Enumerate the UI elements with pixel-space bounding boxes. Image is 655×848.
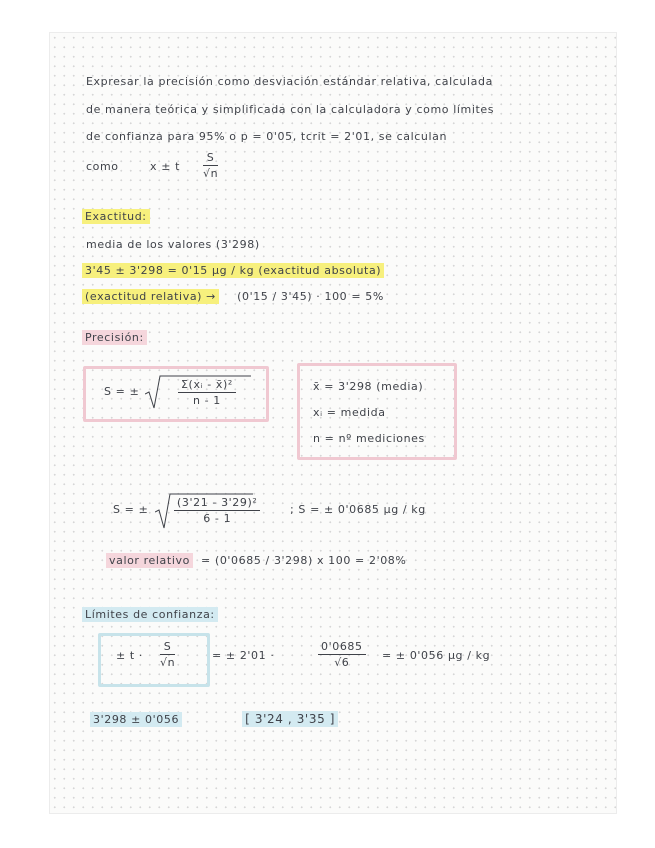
stddev-calc-numerator: (3'21 - 3'29)² bbox=[174, 496, 260, 511]
exactitud-heading-text: Exactitud: bbox=[82, 209, 150, 224]
stddev-calc-fraction bbox=[174, 496, 260, 525]
confidence-lhs-denominator: √n bbox=[160, 656, 176, 669]
intro-line-4: como bbox=[86, 160, 119, 173]
exactitud-mean-text: media de los valores (3'298) bbox=[86, 238, 260, 251]
stddev-formula-denominator: n - 1 bbox=[192, 394, 221, 407]
legend-xi: xᵢ = medida bbox=[313, 406, 386, 419]
confidence-result-expression: 3'298 ± 0'056 bbox=[90, 712, 182, 727]
stddev-formula-lhs: S = ± bbox=[104, 385, 140, 398]
exactitud-relative-label: (exactitud relativa) → bbox=[82, 289, 219, 304]
intro-line-3: de confianza para 95% o p = 0'05, tcrit = 2'01, se calculan bbox=[86, 130, 448, 143]
exactitud-line-2 bbox=[82, 264, 384, 277]
stddev-calc-result: ; S = ± 0'0685 µg / kg bbox=[290, 503, 426, 516]
intro-line-2: de manera teórica y simplificada con la calculadora y como límites bbox=[86, 103, 495, 116]
stddev-calc-denominator: 6 - 1 bbox=[203, 512, 232, 525]
intro-formula-numerator: S bbox=[203, 151, 218, 166]
confidence-formula-box bbox=[98, 633, 210, 687]
exactitud-line-3 bbox=[82, 290, 384, 303]
confidence-lhs-fraction bbox=[160, 640, 175, 669]
stddev-formula-numerator: Σ(xᵢ - x̄)² bbox=[178, 378, 236, 393]
confidence-mid-numerator: 0'0685 bbox=[318, 640, 366, 655]
precision-heading bbox=[82, 331, 147, 344]
relative-value-calc: = (0'0685 / 3'298) x 100 = 2'08% bbox=[201, 554, 407, 567]
intro-formula-denominator: √n bbox=[203, 167, 219, 180]
limites-heading-text: Límites de confianza: bbox=[82, 607, 218, 622]
stddev-formula-fraction bbox=[178, 378, 236, 407]
legend-mean: x̄ = 3'298 (media) bbox=[313, 380, 424, 393]
confidence-lhs-numerator: S bbox=[160, 640, 175, 655]
precision-heading-text: Precisión: bbox=[82, 330, 147, 345]
relative-value-label: valor relativo bbox=[106, 553, 193, 568]
confidence-mid-fraction bbox=[318, 640, 366, 669]
intro-line-1: Expresar la precisión como desviación estándar relativa, calculada bbox=[86, 75, 493, 88]
intro-formula-fraction bbox=[203, 151, 218, 180]
limites-heading bbox=[82, 608, 218, 621]
confidence-mid-denominator: √6 bbox=[334, 656, 350, 669]
relative-value-line bbox=[106, 554, 406, 567]
exactitud-abs-calc: 3'45 ± 3'298 = 0'15 µg / kg (exactitud absoluta) bbox=[82, 263, 384, 278]
confidence-lhs: ± t · bbox=[116, 649, 144, 662]
confidence-eq-2: = ± 0'056 µg / kg bbox=[382, 649, 491, 662]
confidence-result-line bbox=[90, 712, 338, 726]
exactitud-heading bbox=[82, 210, 150, 223]
legend-n: n = nº mediciones bbox=[313, 432, 425, 445]
intro-formula-prefix: x ± t bbox=[150, 160, 181, 173]
confidence-interval: [ 3'24 , 3'35 ] bbox=[242, 711, 338, 727]
exactitud-relative-calc: (0'15 / 3'45) · 100 = 5% bbox=[237, 290, 384, 303]
stddev-calc-lhs: S = ± bbox=[113, 503, 149, 516]
confidence-eq-1: = ± 2'01 · bbox=[212, 649, 275, 662]
exactitud-line-1 bbox=[86, 238, 260, 251]
